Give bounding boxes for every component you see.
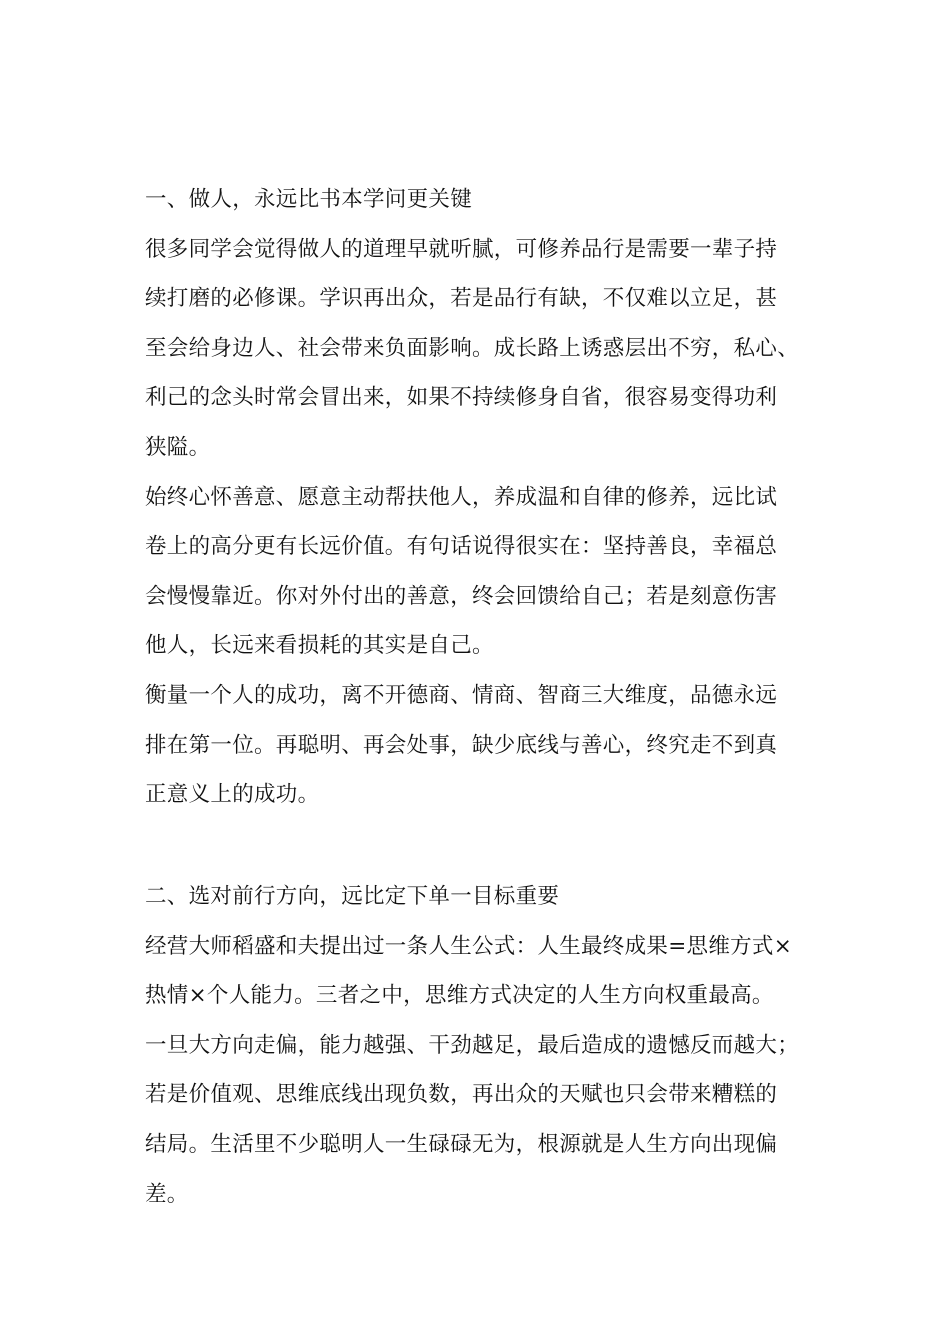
text-line: 卷上的高分更有长远价值。有句话说得很实在：坚持善良，幸福总 [145, 534, 778, 560]
text-line: 若是价值观、思维底线出现负数，再出众的天赋也只会带来糟糕的 [145, 1082, 778, 1108]
text-line: 差。 [145, 1181, 189, 1207]
text-line: 经营大师稻盛和夫提出过一条人生公式：人生最终成果=思维方式× [145, 933, 793, 959]
text-line: 他人，长远来看损耗的其实是自己。 [145, 633, 494, 659]
section-heading: 一、做人，永远比书本学问更关键 [145, 187, 473, 212]
text-line: 至会给身边人、社会带来负面影响。成长路上诱惑层出不穷，私心、 [145, 335, 800, 361]
text-line: 正意义上的成功。 [145, 782, 320, 808]
text-line: 续打磨的必修课。学识再出众，若是品行有缺，不仅难以立足，甚 [145, 286, 778, 312]
text-line: 很多同学会觉得做人的道理早就听腻，可修养品行是需要一辈子持 [145, 236, 778, 262]
text-line: 始终心怀善意、愿意主动帮扶他人，养成温和自律的修养，远比试 [145, 484, 778, 510]
text-line: 衡量一个人的成功，离不开德商、情商、智商三大维度，品德永远 [145, 682, 778, 708]
text-line: 一旦大方向走偏，能力越强、干劲越足，最后造成的遗憾反而越大； [145, 1032, 800, 1058]
section-2 [145, 872, 845, 1219]
text-line: 利己的念头时常会冒出来，如果不持续修身自省，很容易变得功利 [145, 385, 778, 411]
text-line: 排在第一位。再聪明、再会处事，缺少底线与善心，终究走不到真 [145, 732, 778, 758]
text-line: 狭隘。 [145, 434, 211, 460]
text-line: 热情×个人能力。三者之中，思维方式决定的人生方向权重最高。 [145, 983, 774, 1009]
section-1 [145, 175, 845, 820]
section-heading: 二、选对前行方向，远比定下单一目标重要 [145, 884, 560, 909]
text-line: 会慢慢靠近。你对外付出的善意，终会回馈给自己；若是刻意伤害 [145, 583, 778, 609]
text-line: 结局。生活里不少聪明人一生碌碌无为，根源就是人生方向出现偏 [145, 1131, 778, 1157]
